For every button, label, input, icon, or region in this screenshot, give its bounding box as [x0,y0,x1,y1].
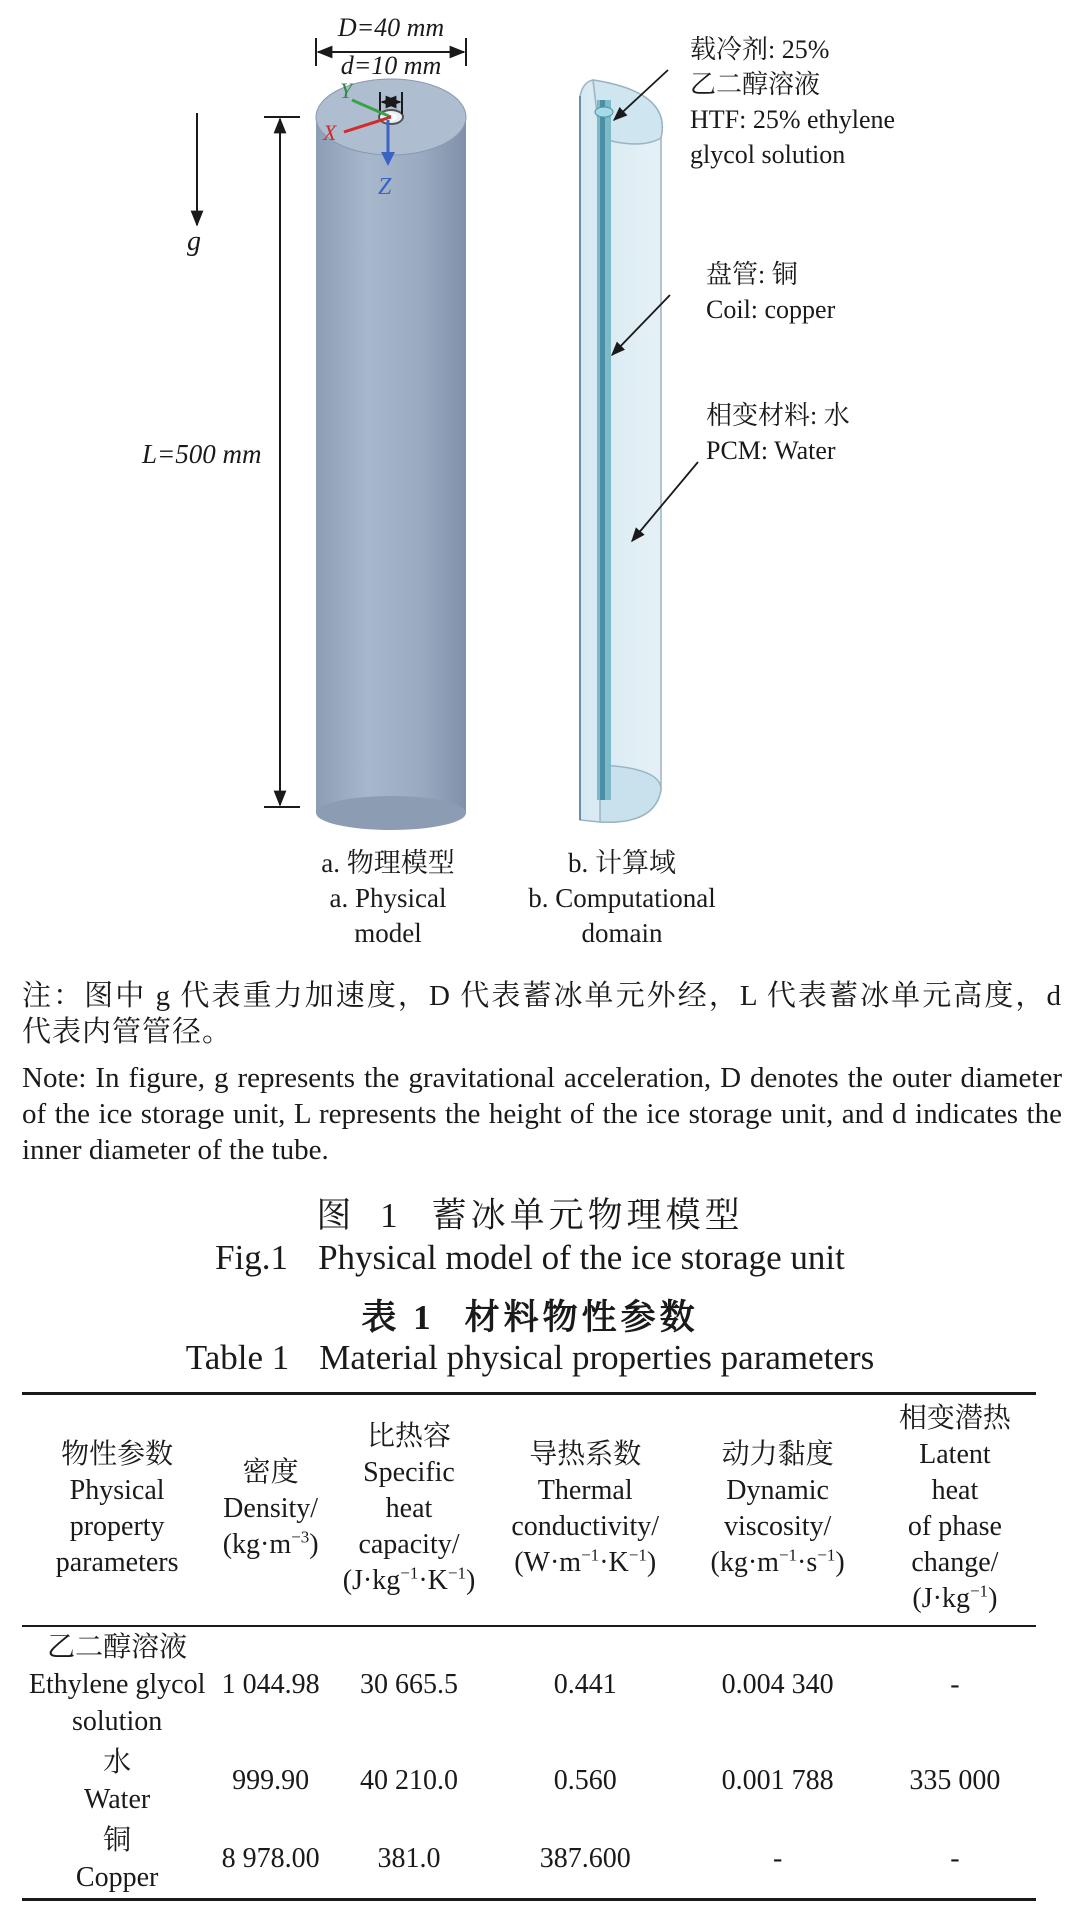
cell-density: 999.90 [232,1765,310,1796]
header-conductivity-unit [491,1545,679,1581]
coil-en: Coil: copper [706,295,836,324]
subcaption-a-en-2: model [354,918,422,948]
gravity-indicator [187,113,201,257]
table-row [22,1626,1036,1742]
unit-part: (kg·m [710,1547,779,1578]
row-material-name [22,1820,212,1900]
figure-number-cn: 图 1 [316,1196,402,1235]
unit-part: (J·kg [342,1565,401,1596]
htf-en-line2: glycol solution [690,140,846,169]
cell-density: 1 044.98 [221,1668,320,1700]
header-thermal-conductivity [489,1394,681,1627]
material-name-cn: 铜 [103,1825,132,1856]
header-specific-heat-unit [331,1563,487,1599]
table-number-en: Table 1 [185,1338,290,1377]
cell-viscosity: 0.004 340 [721,1668,834,1700]
unit-part: ) [988,1583,998,1614]
cell-specific-heat: 40 210.0 [359,1765,458,1796]
unit-exponent: −1 [969,1581,989,1601]
figure-title-cn: 蓄冰单元物理模型 [431,1196,744,1235]
unit-part: ) [646,1547,657,1578]
header-density-en: Density/ [223,1493,319,1524]
coil-cn: 盘管: 铜 [706,260,798,289]
cell-specific-heat: 381.0 [377,1843,441,1874]
cell-density: 8 978.00 [221,1843,320,1874]
cell-viscosity: - [772,1843,783,1874]
material-name-en-1: Water [84,1784,151,1815]
header-viscosity-en-2: viscosity/ [723,1511,832,1542]
htf-cn-line1: 载冷剂: 25% [690,35,830,64]
header-latent-heat-unit [876,1581,1034,1617]
figure-title-en: Physical model of the ice storage unit [318,1238,845,1277]
unit-part: ·s [797,1547,818,1578]
gravity-label: g [187,226,201,257]
header-dynamic-viscosity [681,1394,873,1627]
cell-viscosity: 0.001 788 [721,1765,834,1796]
header-conductivity-en-2: conductivity/ [511,1511,660,1542]
cell-conductivity: 0.560 [553,1765,617,1796]
unit-exponent: −1 [817,1545,836,1565]
material-name-en-2: solution [72,1706,163,1737]
cell-latent-heat: - [950,1843,960,1874]
htf-en-line1: HTF: 25% ethylene [690,105,896,134]
table-caption-en [0,1338,1060,1378]
material-name-en-1: Ethylene glycol [28,1669,206,1700]
header-conductivity-en-1: Thermal [537,1475,633,1506]
unit-exponent: −1 [581,1545,600,1565]
header-property-en-3: parameters [55,1547,179,1578]
subcaption-b-cn: b. 计算域 [568,848,676,878]
axis-y-label: Y [340,78,353,103]
figure-caption-cn [0,1188,1060,1238]
row-material-name [22,1626,212,1742]
header-latent-heat-en-3: of phase [907,1511,1002,1542]
figure-note-cn: 注：图中 g 代表重力加速度，D 代表蓄冰单元外经，L 代表蓄冰单元高度，d 代表内管管径。 [22,980,1062,1048]
cell-specific-heat: 30 665.5 [359,1668,458,1700]
figure-number-en: Fig.1 [215,1238,289,1277]
table-caption-cn [0,1290,1060,1340]
table-header-row [22,1394,1036,1627]
header-specific-heat-en-3: capacity/ [358,1529,460,1560]
cell-conductivity: 0.441 [553,1668,617,1700]
subcaption-a [321,848,454,948]
axis-z-label: Z [378,174,392,200]
header-viscosity-en-1: Dynamic [726,1475,829,1506]
header-specific-heat [329,1394,489,1627]
table-title-en: Material physical properties parameters [319,1338,875,1377]
unit-part: ) [835,1547,845,1578]
unit-part: (J·kg [912,1583,970,1614]
unit-part: ) [309,1529,319,1560]
unit-part: ·K [599,1547,629,1578]
header-latent-heat-en-4: change/ [911,1547,999,1578]
header-latent-heat-en-1: Latent [919,1439,991,1470]
subcaption-b-en-1: b. Computational [528,883,716,913]
subcaption-a-en-1: a. Physical [329,883,447,913]
header-property-en-2: property [69,1511,165,1542]
pcm-en: PCM: Water [706,436,836,465]
dimension-L [141,117,300,807]
cell-latent-heat: - [950,1668,960,1700]
material-name-en-1: Copper [75,1862,159,1893]
unit-exponent: −1 [778,1545,798,1565]
unit-exponent: −1 [447,1563,466,1583]
header-property-en-1: Physical [69,1475,165,1506]
cell-conductivity: 387.600 [539,1843,631,1874]
table-row [22,1820,1036,1900]
row-material-name [22,1742,212,1820]
unit-part: (kg·m [222,1529,292,1560]
dim-d-label: d=10 mm [340,51,442,80]
dim-D-label: D=40 mm [337,13,445,42]
label-pcm [632,401,850,541]
unit-part: ·K [418,1565,448,1596]
computational-domain-half-cylinder [580,80,662,822]
material-name-cn: 乙二醇溶液 [47,1632,188,1663]
table-number-cn: 表 1 [361,1298,435,1337]
header-density-cn: 密度 [242,1457,299,1488]
material-properties-table [22,1392,1036,1901]
header-specific-heat-en-2: heat [385,1493,433,1524]
dimension-D [316,13,466,80]
htf-cn-line2: 乙二醇溶液 [690,70,821,99]
cell-latent-heat: 335 000 [909,1765,1001,1796]
dim-L-label: L=500 mm [142,439,262,469]
unit-part: (W·m [514,1547,582,1578]
axis-x-label: X [323,120,337,145]
table-row [22,1742,1036,1820]
header-specific-heat-cn: 比热容 [366,1421,451,1452]
figure-note-en: Note: In figure, g represents the gravitational acceleration, D denotes the outer diameter of the ice storage unit, L represents the height of the ice storage unit, and d indicates the inner diameter of the tube. [22,1062,1062,1166]
header-density-unit [214,1527,327,1563]
unit-exponent: −1 [628,1545,647,1565]
header-latent-heat-en-2: heat [931,1475,979,1506]
header-density [212,1394,329,1627]
figure-caption-en [0,1238,1060,1278]
table-title-cn: 材料物性参数 [464,1298,699,1337]
header-conductivity-cn: 导热系数 [529,1439,642,1470]
material-name-cn: 水 [103,1747,132,1778]
header-property-cn: 物性参数 [61,1439,174,1470]
subcaption-b-en-2: domain [581,918,663,948]
header-latent-heat-cn: 相变潜热 [898,1403,1011,1434]
header-specific-heat-en-1: Specific [363,1457,455,1488]
unit-exponent: −1 [400,1563,419,1583]
unit-part: ) [465,1565,476,1596]
header-viscosity-cn: 动力黏度 [721,1439,834,1470]
header-property [22,1394,212,1627]
subcaption-a-cn: a. 物理模型 [321,848,455,878]
subcaption-b [528,848,715,948]
header-latent-heat [874,1394,1036,1627]
unit-exponent: −3 [291,1527,310,1547]
pcm-cn: 相变材料: 水 [706,401,850,430]
header-viscosity-unit [683,1545,871,1581]
